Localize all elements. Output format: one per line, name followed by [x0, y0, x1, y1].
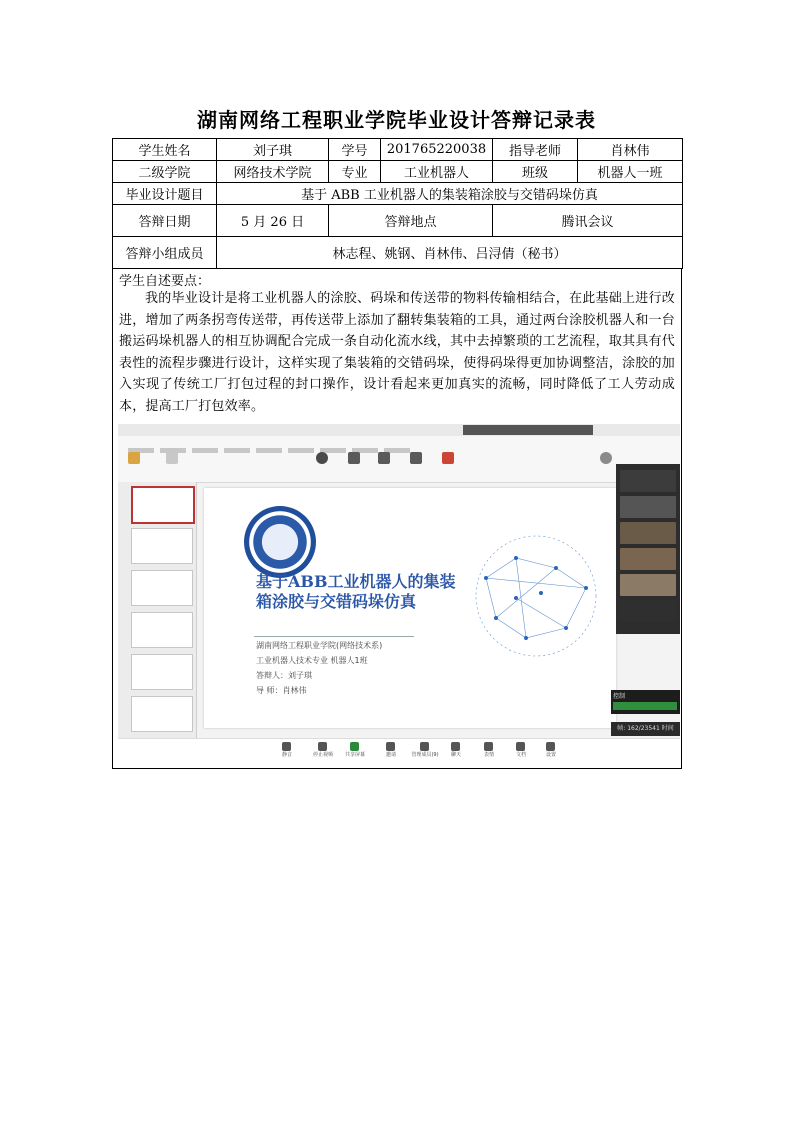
record-table	[112, 138, 683, 269]
network-globe-graphic	[466, 528, 606, 663]
meeting-screenshot	[118, 424, 680, 758]
manage-members-icon[interactable]	[420, 742, 429, 751]
school-logo	[244, 506, 316, 578]
self-statement-text: 我的毕业设计是将工业机器人的涂胶、码垛和传送带的物料传输相结合，在此基础上进行改进，增加了两条拐弯传送带，再传送带上添加了翻转集装箱的工具，通过两台涂胶机器人和一台搬运码垛机器人的相互协调配合完成一条自动化流水线，其中去掉繁琐的工艺流程，取其具有代表性的流程步骤进行设计，这样实现了集装箱的交错码垛，使得码垛得更加协调整洁，涂胶的加入实现了传统工厂打包过程的封口操作，设计看起来更加真实的流畅，同时降低了工人劳动成本，提高工厂打包效率。	[119, 291, 675, 414]
document-icon[interactable]	[516, 742, 525, 751]
video-participants-panel	[616, 464, 680, 634]
slide-title-line1: 基于ABB工业机器人的集装	[256, 572, 456, 591]
panel-value: 林志程、姚钢、肖林伟、吕浔倩（秘书）	[217, 237, 683, 269]
slide-school: 湖南网络工程职业学院(网络技术系)	[256, 641, 383, 650]
place-label: 答辩地点	[329, 205, 493, 237]
avatar	[600, 452, 612, 464]
camera-icon	[348, 452, 360, 464]
share-icon	[378, 452, 390, 464]
major-value: 工业机器人	[381, 161, 493, 183]
video-tile[interactable]	[620, 496, 676, 518]
topic-label: 毕业设计题目	[113, 183, 217, 205]
ribbon-toolbar	[126, 450, 666, 478]
toolbar-label: 设置	[545, 752, 556, 758]
playback-buttons[interactable]	[613, 702, 677, 710]
slide-title-line2: 箱涂胶与交错码垛仿真	[256, 592, 417, 611]
meeting-info-bar	[463, 425, 593, 435]
self-statement-heading: 学生自述要点：	[119, 274, 211, 289]
date-value: 5 月 26 日	[217, 205, 329, 237]
table-row	[113, 161, 683, 183]
slide-thumbnail[interactable]	[131, 528, 193, 564]
paste-icon	[128, 452, 140, 464]
meeting-toolbar	[118, 738, 680, 758]
share-screen-icon[interactable]	[350, 742, 359, 751]
slide-thumbnail[interactable]	[131, 612, 193, 648]
chat-icon[interactable]	[451, 742, 460, 751]
table-row	[113, 237, 683, 269]
date-label: 答辩日期	[113, 205, 217, 237]
slide-major: 工业机器人技术专业 机器人1班	[256, 656, 368, 665]
college-value: 网络技术学院	[217, 161, 329, 183]
class-value: 机器人一班	[578, 161, 683, 183]
student-name-value: 刘子琪	[217, 139, 329, 161]
slide-advisor: 导 师：肖林伟	[256, 686, 307, 695]
slide-title	[256, 572, 455, 612]
college-label: 二级学院	[113, 161, 217, 183]
video-tile[interactable]	[620, 522, 676, 544]
toolbar-label: 邀请	[385, 752, 396, 758]
invite-icon[interactable]	[386, 742, 395, 751]
student-id-value: 201765220038	[381, 139, 493, 161]
slide-thumbnail[interactable]	[131, 654, 193, 690]
toolbar-label: 文档	[515, 752, 526, 758]
slide-presenter: 答辩人：刘子琪	[256, 671, 312, 680]
slide-thumbnail[interactable]	[131, 696, 193, 732]
toolbar-label: 共享屏幕	[344, 752, 365, 758]
slide-thumbnail-panel	[118, 482, 197, 738]
ppt-ribbon	[118, 424, 680, 483]
advisor-value: 肖林伟	[578, 139, 683, 161]
table-row	[113, 139, 683, 161]
control-label: 控制	[613, 693, 626, 700]
ribbon-tabs	[128, 438, 608, 446]
emoji-icon[interactable]	[484, 742, 493, 751]
place-value: 腾讯会议	[493, 205, 683, 237]
video-tile[interactable]	[620, 574, 676, 596]
slide-info	[256, 638, 382, 698]
microphone-icon	[316, 452, 328, 464]
video-tile[interactable]	[620, 548, 676, 570]
window-titlebar	[118, 424, 680, 436]
mute-icon[interactable]	[282, 742, 291, 751]
members-icon	[410, 452, 422, 464]
toolbar-label: 静音	[281, 752, 292, 758]
topic-value: 基于 ABB 工业机器人的集装箱涂胶与交错码垛仿真	[217, 183, 683, 205]
playback-control-panel	[611, 690, 680, 714]
toolbar-label: 停止视频	[312, 752, 333, 758]
advisor-label: 指导老师	[493, 139, 578, 161]
page-title: 湖南网络工程职业学院毕业设计答辩记录表	[197, 108, 596, 132]
student-name-label: 学生姓名	[113, 139, 217, 161]
student-id-label: 学号	[329, 139, 381, 161]
frame-status: 帧: 162/23541 时间	[611, 722, 680, 736]
panel-label: 答辩小组成员	[113, 237, 217, 269]
video-icon[interactable]	[318, 742, 327, 751]
video-tile[interactable]	[620, 600, 676, 622]
settings-icon[interactable]	[546, 742, 555, 751]
new-slide-icon	[166, 452, 178, 464]
toolbar-label: 聊天	[450, 752, 461, 758]
table-row	[113, 205, 683, 237]
table-row	[113, 183, 683, 205]
slide-thumbnail[interactable]	[131, 486, 195, 524]
slide-thumbnail[interactable]	[131, 570, 193, 606]
video-tile[interactable]	[620, 470, 676, 492]
slide-divider	[254, 636, 414, 637]
current-slide	[204, 488, 616, 728]
major-label: 专业	[329, 161, 381, 183]
toolbar-label: 管理成员(9)	[411, 752, 439, 758]
toolbar-label: 表情	[483, 752, 494, 758]
end-share-icon	[442, 452, 454, 464]
class-label: 班级	[493, 161, 578, 183]
